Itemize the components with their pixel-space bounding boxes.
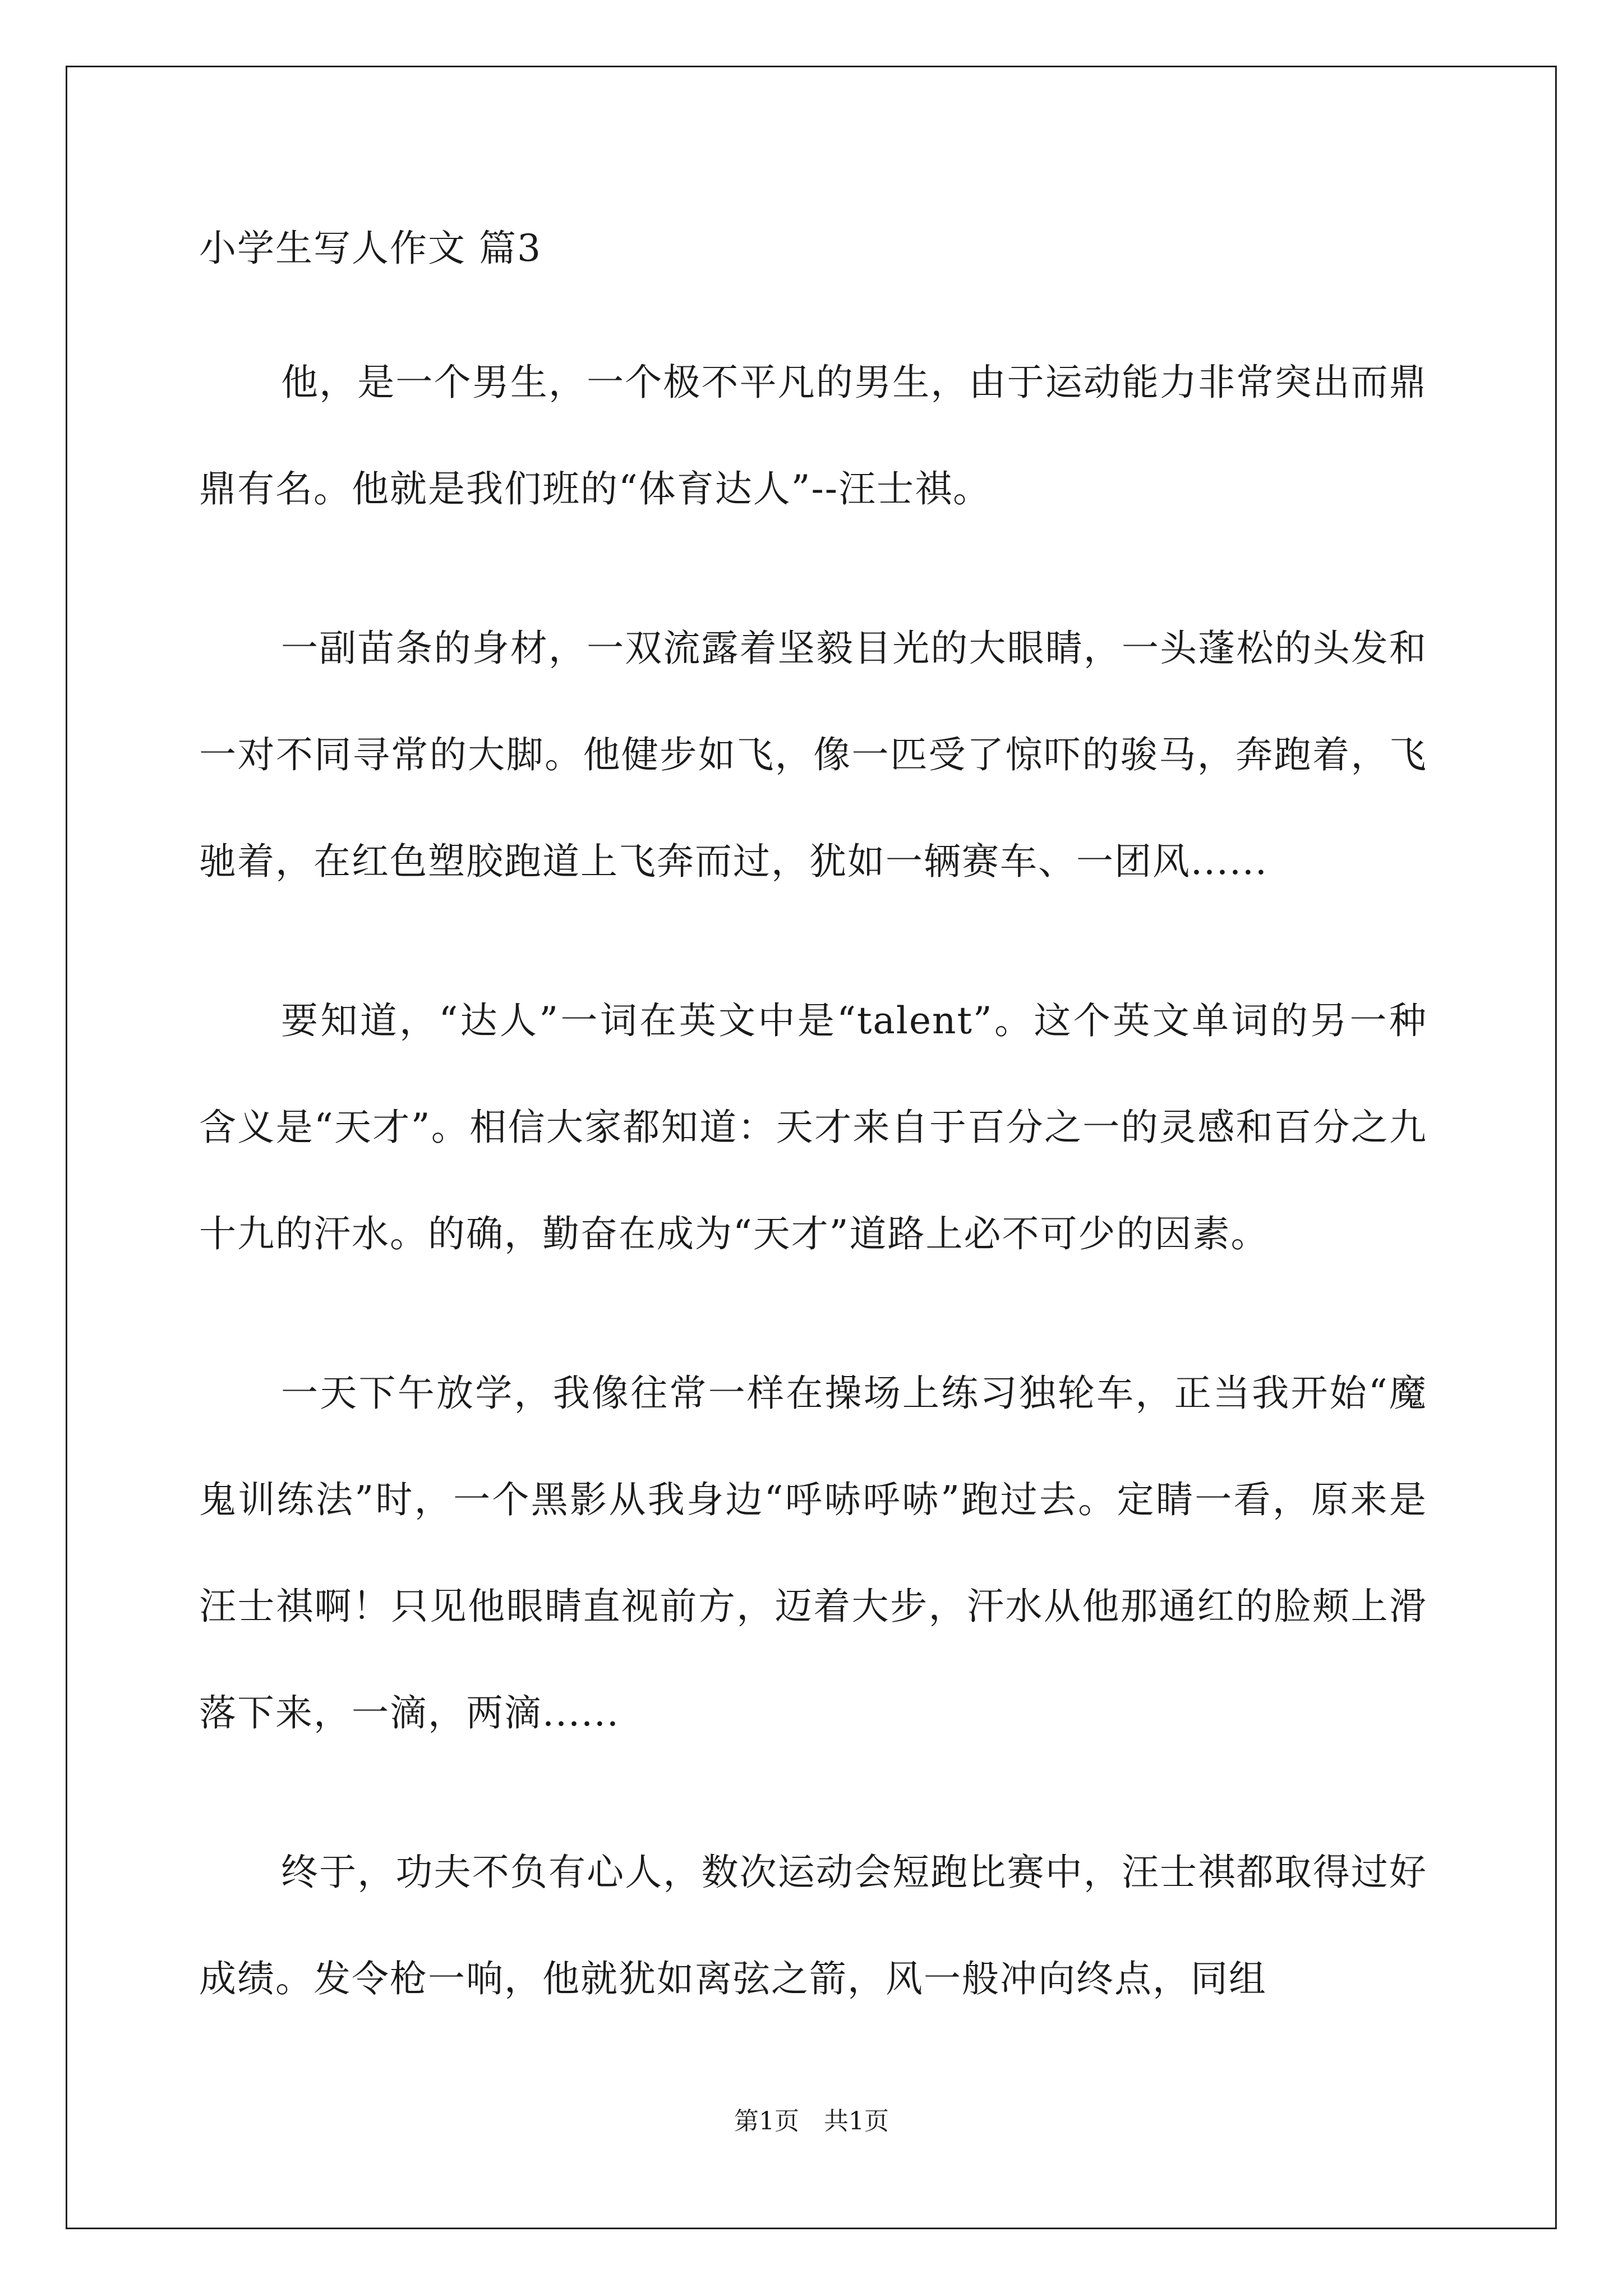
document-body [199,222,1427,2032]
paragraph-3: 要知道，“达人”一词在英文中是“talent”。这个英文单词的另一种含义是“天才”。相信大家都知道：天才来自于百分之一的灵感和百分之九十九的汗水。的确，勤奋在成为“天才”道路上必不可少的因素。 [199,999,1427,1255]
paragraph-1: 他，是一个男生，一个极不平凡的男生，由于运动能力非常突出而鼎鼎有名。他就是我们班的“体育达人”--汪士祺。 [199,361,1427,510]
page-number: 第1页 共1页 [734,2107,889,2136]
paragraph-4: 一天下午放学，我像往常一样在操场上练习独轮车，正当我开始“魔鬼训练法”时，一个黑影从我身边“呼哧呼哧”跑过去。定睛一看，原来是汪士祺啊！只见他眼睛直视前方，迈着大步，汗水从他那通红的脸颊上滑落下来，一滴，两滴...... [199,1372,1427,1734]
paragraph-5: 终于，功夫不负有心人，数次运动会短跑比赛中，汪士祺都取得过好成绩。发令枪一响，他就犹如离弦之箭，风一般冲向终点，同组 [199,1851,1427,2000]
document-title: 小学生写人作文 篇3 [199,227,542,270]
paragraph-2: 一副苗条的身材，一双流露着坚毅目光的大眼睛，一头蓬松的头发和一对不同寻常的大脚。他健步如飞，像一匹受了惊吓的骏马，奔跑着，飞驰着，在红色塑胶跑道上飞奔而过，犹如一辆赛车、一团风...... [199,627,1427,883]
